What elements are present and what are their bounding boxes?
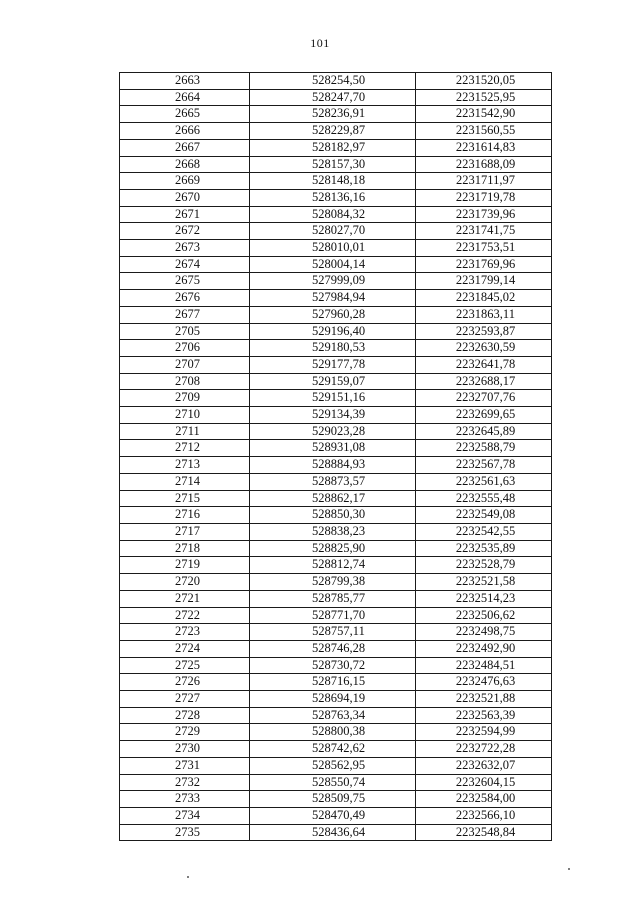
x-coordinate-cell: 527999,09 [250,273,416,290]
table-row [120,356,552,373]
point-number-cell: 2719 [120,557,250,574]
x-coordinate-cell: 528825,90 [250,540,416,557]
y-coordinate-cell: 2231711,97 [416,173,552,190]
point-number-cell: 2663 [120,73,250,90]
x-coordinate-cell: 528838,23 [250,523,416,540]
point-number-cell: 2731 [120,757,250,774]
y-coordinate-cell: 2232594,99 [416,724,552,741]
point-number-cell: 2726 [120,674,250,691]
point-number-cell: 2712 [120,440,250,457]
point-number-cell: 2705 [120,323,250,340]
point-number-cell: 2670 [120,189,250,206]
x-coordinate-cell: 529159,07 [250,373,416,390]
x-coordinate-cell: 528004,14 [250,256,416,273]
x-coordinate-cell: 528850,30 [250,507,416,524]
table-row [120,657,552,674]
y-coordinate-cell: 2232484,51 [416,657,552,674]
x-coordinate-cell: 528746,28 [250,640,416,657]
x-coordinate-cell: 527984,94 [250,290,416,307]
y-coordinate-cell: 2232555,48 [416,490,552,507]
x-coordinate-cell: 528148,18 [250,173,416,190]
y-coordinate-cell: 2232593,87 [416,323,552,340]
y-coordinate-cell: 2232492,90 [416,640,552,657]
x-coordinate-cell: 528027,70 [250,223,416,240]
x-coordinate-cell: 528771,70 [250,607,416,624]
table-row [120,256,552,273]
y-coordinate-cell: 2232521,88 [416,691,552,708]
y-coordinate-cell: 2231863,11 [416,306,552,323]
point-number-cell: 2722 [120,607,250,624]
x-coordinate-cell: 529180,53 [250,340,416,357]
x-coordinate-cell: 528550,74 [250,774,416,791]
point-number-cell: 2677 [120,306,250,323]
table-row [120,290,552,307]
table-row [120,407,552,424]
x-coordinate-cell: 528254,50 [250,73,416,90]
y-coordinate-cell: 2232521,58 [416,574,552,591]
table-row [120,306,552,323]
table-row [120,189,552,206]
page-number: 101 [310,36,330,50]
point-number-cell: 2707 [120,356,250,373]
y-coordinate-cell: 2232506,62 [416,607,552,624]
y-coordinate-cell: 2231614,83 [416,139,552,156]
point-number-cell: 2671 [120,206,250,223]
table-row [120,707,552,724]
point-number-cell: 2715 [120,490,250,507]
y-coordinate-cell: 2232563,39 [416,707,552,724]
table-row [120,473,552,490]
table-row [120,607,552,624]
y-coordinate-cell: 2232567,78 [416,457,552,474]
x-coordinate-cell: 529177,78 [250,356,416,373]
y-coordinate-cell: 2232699,65 [416,407,552,424]
table-row [120,757,552,774]
x-coordinate-cell: 528229,87 [250,123,416,140]
point-number-cell: 2718 [120,540,250,557]
table-row [120,73,552,90]
x-coordinate-cell: 529023,28 [250,423,416,440]
table-row [120,139,552,156]
table-row [120,457,552,474]
y-coordinate-cell: 2232566,10 [416,807,552,824]
point-number-cell: 2709 [120,390,250,407]
table-row [120,674,552,691]
table-row [120,340,552,357]
x-coordinate-cell: 528742,62 [250,741,416,758]
table-row [120,206,552,223]
point-number-cell: 2710 [120,407,250,424]
table-row [120,106,552,123]
table-row [120,390,552,407]
point-number-cell: 2673 [120,240,250,257]
y-coordinate-cell: 2231739,96 [416,206,552,223]
table-row [120,423,552,440]
point-number-cell: 2730 [120,741,250,758]
y-coordinate-cell: 2231560,55 [416,123,552,140]
table-row [120,574,552,591]
x-coordinate-cell: 529134,39 [250,407,416,424]
point-number-cell: 2721 [120,590,250,607]
table-row [120,807,552,824]
point-number-cell: 2711 [120,423,250,440]
scan-speck [187,876,189,878]
y-coordinate-cell: 2232707,76 [416,390,552,407]
x-coordinate-cell: 528931,08 [250,440,416,457]
x-coordinate-cell: 528873,57 [250,473,416,490]
point-number-cell: 2720 [120,574,250,591]
y-coordinate-cell: 2232588,79 [416,440,552,457]
x-coordinate-cell: 528763,34 [250,707,416,724]
table-row [120,173,552,190]
point-number-cell: 2729 [120,724,250,741]
point-number-cell: 2676 [120,290,250,307]
table-row [120,523,552,540]
point-number-cell: 2668 [120,156,250,173]
x-coordinate-cell: 528757,11 [250,624,416,641]
point-number-cell: 2664 [120,89,250,106]
y-coordinate-cell: 2232535,89 [416,540,552,557]
y-coordinate-cell: 2232542,55 [416,523,552,540]
x-coordinate-cell: 528800,38 [250,724,416,741]
point-number-cell: 2708 [120,373,250,390]
table-row [120,507,552,524]
coordinates-table-body [120,73,552,841]
table-row [120,774,552,791]
y-coordinate-cell: 2231741,75 [416,223,552,240]
coordinates-table [119,72,552,841]
scan-speck [568,868,570,870]
table-row [120,724,552,741]
point-number-cell: 2675 [120,273,250,290]
table-row [120,373,552,390]
x-coordinate-cell: 528785,77 [250,590,416,607]
x-coordinate-cell: 528694,19 [250,691,416,708]
y-coordinate-cell: 2232476,63 [416,674,552,691]
y-coordinate-cell: 2231688,09 [416,156,552,173]
x-coordinate-cell: 528182,97 [250,139,416,156]
point-number-cell: 2717 [120,523,250,540]
y-coordinate-cell: 2232722,28 [416,741,552,758]
y-coordinate-cell: 2231542,90 [416,106,552,123]
y-coordinate-cell: 2231525,95 [416,89,552,106]
y-coordinate-cell: 2232514,23 [416,590,552,607]
point-number-cell: 2706 [120,340,250,357]
y-coordinate-cell: 2231799,14 [416,273,552,290]
point-number-cell: 2723 [120,624,250,641]
table-row [120,590,552,607]
x-coordinate-cell: 528247,70 [250,89,416,106]
y-coordinate-cell: 2231769,96 [416,256,552,273]
y-coordinate-cell: 2232688,17 [416,373,552,390]
point-number-cell: 2724 [120,640,250,657]
x-coordinate-cell: 528010,01 [250,240,416,257]
x-coordinate-cell: 528157,30 [250,156,416,173]
point-number-cell: 2713 [120,457,250,474]
y-coordinate-cell: 2232528,79 [416,557,552,574]
point-number-cell: 2735 [120,824,250,841]
table-row [120,323,552,340]
point-number-cell: 2728 [120,707,250,724]
x-coordinate-cell: 528799,38 [250,574,416,591]
x-coordinate-cell: 528562,95 [250,757,416,774]
point-number-cell: 2733 [120,791,250,808]
table-row [120,123,552,140]
point-number-cell: 2667 [120,139,250,156]
point-number-cell: 2666 [120,123,250,140]
point-number-cell: 2674 [120,256,250,273]
x-coordinate-cell: 528812,74 [250,557,416,574]
table-row [120,557,552,574]
table-row [120,824,552,841]
table-row [120,741,552,758]
table-row [120,540,552,557]
y-coordinate-cell: 2231845,02 [416,290,552,307]
y-coordinate-cell: 2232498,75 [416,624,552,641]
table-row [120,791,552,808]
point-number-cell: 2665 [120,106,250,123]
y-coordinate-cell: 2232604,15 [416,774,552,791]
y-coordinate-cell: 2232645,89 [416,423,552,440]
table-row [120,240,552,257]
x-coordinate-cell: 528436,64 [250,824,416,841]
point-number-cell: 2725 [120,657,250,674]
y-coordinate-cell: 2232632,07 [416,757,552,774]
y-coordinate-cell: 2232549,08 [416,507,552,524]
point-number-cell: 2716 [120,507,250,524]
point-number-cell: 2714 [120,473,250,490]
y-coordinate-cell: 2232641,78 [416,356,552,373]
x-coordinate-cell: 529151,16 [250,390,416,407]
x-coordinate-cell: 528509,75 [250,791,416,808]
table-row [120,691,552,708]
table-row [120,640,552,657]
x-coordinate-cell: 528862,17 [250,490,416,507]
y-coordinate-cell: 2231753,51 [416,240,552,257]
table-row [120,273,552,290]
table-row [120,440,552,457]
x-coordinate-cell: 528236,91 [250,106,416,123]
point-number-cell: 2732 [120,774,250,791]
y-coordinate-cell: 2231719,78 [416,189,552,206]
y-coordinate-cell: 2232630,59 [416,340,552,357]
y-coordinate-cell: 2232548,84 [416,824,552,841]
x-coordinate-cell: 529196,40 [250,323,416,340]
y-coordinate-cell: 2232584,00 [416,791,552,808]
table-row [120,490,552,507]
y-coordinate-cell: 2232561,63 [416,473,552,490]
table-row [120,89,552,106]
x-coordinate-cell: 527960,28 [250,306,416,323]
table-row [120,156,552,173]
point-number-cell: 2734 [120,807,250,824]
x-coordinate-cell: 528730,72 [250,657,416,674]
point-number-cell: 2672 [120,223,250,240]
x-coordinate-cell: 528470,49 [250,807,416,824]
x-coordinate-cell: 528716,15 [250,674,416,691]
table-row [120,223,552,240]
y-coordinate-cell: 2231520,05 [416,73,552,90]
x-coordinate-cell: 528084,32 [250,206,416,223]
table-row [120,624,552,641]
point-number-cell: 2669 [120,173,250,190]
x-coordinate-cell: 528136,16 [250,189,416,206]
x-coordinate-cell: 528884,93 [250,457,416,474]
point-number-cell: 2727 [120,691,250,708]
